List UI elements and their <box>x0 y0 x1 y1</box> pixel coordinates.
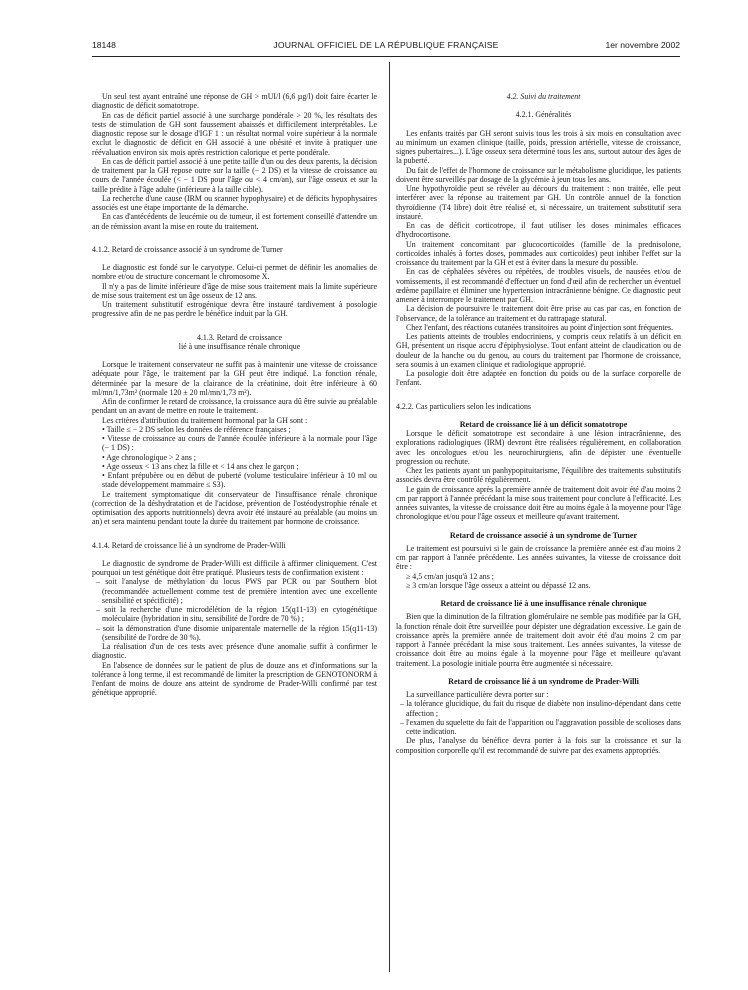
list-item: • Age osseux < 13 ans chez la fille et < 14 ans chez le garçon ; <box>102 461 299 471</box>
list-item: – soit la recherche d'une microdélétion de la région 15(q11-13) en cytogénétique moléculaire (hybridation in situ, sensibilité de l'ordre de 70 %) ; <box>96 605 377 624</box>
list-item: • Age chronologique > 2 ans ; <box>102 452 196 462</box>
paragraph: Le traitement est poursuivi si le gain de croissance la première année est d'au moins 2 cm par rapport à l'année précédente. Les années suivantes, la vitesse de croissance doit être : <box>396 543 681 572</box>
paragraph: Chez l'enfant, des réactions cutanées transitoires au point d'injection sont fréquentes. <box>406 322 674 332</box>
journal-title: JOURNAL OFFICIEL DE LA RÉPUBLIQUE FRANÇAISE <box>273 40 499 50</box>
paragraph: En cas de déficit partiel associé à une surcharge pondérale > 20 %, les résultats des tests de stimulation de GH sont faussement abaissés et difficilement interprétables. Le diagnostic repose sur le dosage d'IGF 1 : un résultat normal voire supérieur à la normale exclut le diagnostic de déficit en GH associé à une obésité et invite à pratiquer une réévaluation environ six mois après restriction calorique et perte pondérale. <box>92 110 377 157</box>
paragraph: La posologie doit être adaptée en fonction du poids ou de la surface corporelle de l'enfant. <box>396 369 681 388</box>
paragraph: Une hypothyroïdie peut se révéler au décours du traitement : non traitée, elle peut interférer avec la réponse au traitement par GH. Un contrôle annuel de la fonction thyroïdienne (T4 libre) doit être réalisé et, si nécessaire, un traitement substitutif sera instauré. <box>396 184 681 221</box>
paragraph: Un traitement substitutif estrogénique devra être instauré tardivement à posologie progressive afin de ne pas perdre le bénéfice induit par la GH. <box>92 300 377 319</box>
section-heading-4-1-3: 4.1.3. Retard de croissance <box>196 332 282 342</box>
paragraph: En cas d'antécédents de leucémie ou de tumeur, il est fortement conseillé d'attendre un an de rémission avant la mise en route du traitement. <box>92 212 377 231</box>
section-heading-4-2: 4.2. Suivi du traitement <box>506 92 581 101</box>
paragraph: Le gain de croissance après la première année de traitement doit avoir été d'au moins 2 cm par rapport à l'année précédant la mise sous traitement pour conclure à l'efficacité. Les années suivantes, la vitesse de croissance doit être au moins égale à la moyenne pour l'âge chronologique et/ou pour l'âge osseux et meilleure qu'avant traitement. <box>396 484 681 522</box>
paragraph: La réalisation d'un de ces tests avec présence d'une anomalie suffit à confirmer le diagnostic. <box>92 642 377 661</box>
paragraph: Le traitement symptomatique dit conservateur de l'insuffisance rénale chronique (correction de la déshydratation et de l'acidose, prévention de l'ostéodystrophie rénale et optimisation des apports nutritionnels) devra avoir été instauré au préalable (au moins un an) et sera maintenu pendant toute la durée du traitement par hormone de croissance. <box>92 489 377 527</box>
issue-date: 1er novembre 2002 <box>605 40 680 50</box>
list-item: – soit la démonstration d'une disomie uniparentale maternelle de la région 15(q11-13) (sensibilité de l'ordre de 30 %). <box>96 623 377 642</box>
right-column <box>396 92 681 755</box>
header-rule <box>92 56 680 57</box>
paragraph: En l'absence de données sur le patient de plus de douze ans et d'informations sur la tolérance à long terme, il est recommandé de limiter la prescription de GENOTONORM à l'enfant de moins de douze ans atteint de syndrome de Prader-Willi confirmé par test génétique approprié. <box>92 660 377 698</box>
paragraph: La surveillance particulière devra porter sur : <box>406 690 549 699</box>
list-item: • Taille ≤ − 2 DS selon les données de référence françaises ; <box>102 424 291 434</box>
section-heading-4-1-2: 4.1.2. Retard de croissance associé à un syndrome de Turner <box>92 244 283 254</box>
paragraph: Lorsque le déficit somatotrope est secondaire à une lésion intracrânienne, des explorations radiologiques (IRM) devront être réalisées régulièrement, en collaboration avec les oncologues et/ou les neurochirurgiens, afin de dépister une éventuelle progression ou rechute. <box>396 429 681 466</box>
list-item: – l'examen du squelette du fait de l'apparition ou l'aggravation possible de scolioses dans cette indication. <box>400 717 681 736</box>
paragraph: Du fait de l'effet de l'hormone de croissance sur le métabolisme glucidique, les patients doivent être surveillés par dosage de la glycémie à jeun tous les ans. <box>396 165 681 184</box>
paragraph: En cas de céphalées sévères ou répétées, de troubles visuels, de nausées et/ou de vomissements, il est recommandé d'effectuer un fond d'œil afin de rechercher un éventuel œdème papillaire et éliminer une hypertension intracrânienne bénigne. Ce diagnostic peut amener à interrompre le traitement par GH. <box>396 267 681 304</box>
subsection-title-renal: Retard de croissance lié à une insuffisance rénale chronique <box>440 599 647 608</box>
paragraph: Les enfants traités par GH seront suivis tous les trois à six mois en consultation avec au minimum un examen clinique (taille, poids, pression artérielle, vitesse de croissance, signes pubertaires...). L'âge osseux sera déterminé tous les ans, surtout autour des âges de la puberté. <box>396 128 681 166</box>
paragraph: Un seul test ayant entraîné une réponse de GH > mUI/l (6,6 µg/l) doit faire écarter le diagnostic de déficit somatotrope. <box>92 92 377 111</box>
paragraph: Il n'y a pas de limite inférieure d'âge de mise sous traitement mais la limite supérieure de mise sous traitement est un âge osseux de 12 ans. <box>92 281 377 300</box>
page-header <box>92 40 680 54</box>
section-heading-4-2-1: 4.2.1. Généralités <box>515 110 572 120</box>
left-column <box>92 92 377 698</box>
paragraph: Le diagnostic de syndrome de Prader-Willi est difficile à affirmer cliniquement. C'est pourquoi un test génétique doit être pratiqué. Plusieurs tests de confirmation existent : <box>92 558 377 577</box>
list-item: ≥ 4,5 cm/an jusqu'à 12 ans ; <box>406 571 494 581</box>
page-number: 18148 <box>92 40 116 50</box>
paragraph: Bien que la diminution de la filtration glomérulaire ne semble pas modifiée par la GH, la fonction rénale doit être surveillée pour dépister une dégradation excessive. Le gain de croissance après la première année de traitement doit avoir été d'au moins 2 cm par rapport à l'année précédant la mise sous traitement. Les années suivantes, la vitesse de croissance doit être au moins égale à la moyenne pour l'âge et meilleure qu'avant traitement. La posologie initiale pourra être augmentée si nécessaire. <box>396 612 681 668</box>
paragraph: Les critères d'attribution du traitement hormonal par la GH sont : <box>102 415 308 425</box>
column-divider <box>389 62 390 972</box>
subsection-title-prader-willi: Retard de croissance lié à un syndrome de Prader-Willi <box>448 676 639 686</box>
list-item: • Enfant prépubère ou en début de puberté (volume testiculaire inférieur à 10 ml ou stade développement mammaire ≤ S3). <box>102 471 377 490</box>
paragraph: Chez les patients ayant un panhypopituitarisme, l'équilibre des traitements substitutifs associés devra être contrôlé régulièrement. <box>396 466 681 485</box>
list-item: • Vitesse de croissance au cours de l'année écoulée inférieure à la normale pour l'âge (− 1 DS) : <box>102 434 377 453</box>
subsection-title-turner: Retard de croissance associé à un syndrome de Turner <box>449 530 638 540</box>
paragraph: Lorsque le traitement conservateur ne suffit pas à maintenir une vitesse de croissance adéquate pour l'âge, le traitement par la GH peut être indiqué. La fonction rénale, déterminée par la mesure de la clairance de la créatinine, doit être inférieure à 60 ml/mn/1,73m² (normale 120 ± 20 ml/mn/1,73 m²). <box>92 360 377 397</box>
paragraph: En cas de déficit corticotrope, il faut utiliser les doses minimales efficaces d'hydrocortisone. <box>396 221 681 240</box>
paragraph: Afin de confirmer le retard de croissance, la croissance aura dû être suivie au préalable pendant un an avant de mettre en route le traitement. <box>92 397 377 416</box>
paragraph: Un traitement concomitant par glucocorticoïdes (famille de la prednisolone, corticoïdes inhalés à fortes doses, pommades aux corticoïdes) peut inhiber l'effet sur la croissance du traitement par la GH et est à éviter dans la mesure du possible. <box>396 239 681 267</box>
paragraph: De plus, l'analyse du bénéfice devra porter à la fois sur la croissance et sur la composition corporelle qu'il est recommandé de suivre par des examens appropriés. <box>396 736 681 755</box>
paragraph: La recherche d'une cause (IRM ou scanner hypophysaire) et de déficits hypophysaires associés est une étape importante de la démarche. <box>92 193 377 212</box>
paragraph: La décision de poursuivre le traitement doit être prise au cas par cas, en fonction de l'observance, de la tolérance au traitement et du rattrapage statural. <box>396 304 681 323</box>
paragraph: Les patients atteints de troubles endocriniens, y compris ceux relatifs à un déficit en GH, présentent un risque accru d'épiphysiolyse. Tout enfant atteint de claudication ou de douleur de la hanche ou du genou, au cours du traitement par l'hormone de croissance, sera soumis à un examen clinique et radiologique approprié. <box>396 332 681 369</box>
section-heading-4-2-2: 4.2.2. Cas particuliers selon les indications <box>396 401 531 411</box>
subsection-title-somatotrope: Retard de croissance lié à un déficit somatotrope <box>459 419 628 429</box>
section-heading-4-1-4: 4.1.4. Retard de croissance lié à un syndrome de Prader-Willi <box>92 540 286 550</box>
list-item: – la tolérance glucidique, du fait du risque de diabète non insulino-dépendant dans cette affection ; <box>400 699 681 718</box>
list-item: – soit l'analyse de méthylation du locus PWS par PCR ou par Southern blot (recommandée actuellement comme test de première intention avec une excellente sensibilité et spécificité) ; <box>96 577 377 605</box>
list-item: ≥ 3 cm/an lorsque l'âge osseux a atteint ou dépassé 12 ans. <box>406 580 591 590</box>
paragraph: Le diagnostic est fondé sur le caryotype. Celui-ci permet de définir les anomalies de nombre et/ou de structure concernant le chromosome X. <box>92 263 377 282</box>
paragraph: En cas de déficit partiel associé à une petite taille d'un ou des deux parents, la décision de traitement par la GH repose outre sur la taille (− 2 DS) et la vitesse de croissance au cours de l'année écoulée (< − 1 DS pour l'âge ou < 4 cm/an), sur l'âge osseux et sur la taille prédite à l'âge adulte (inférieure à la taille cible). <box>92 156 377 194</box>
section-heading-4-1-3-sub: lié à une insuffisance rénale chronique <box>178 341 301 351</box>
